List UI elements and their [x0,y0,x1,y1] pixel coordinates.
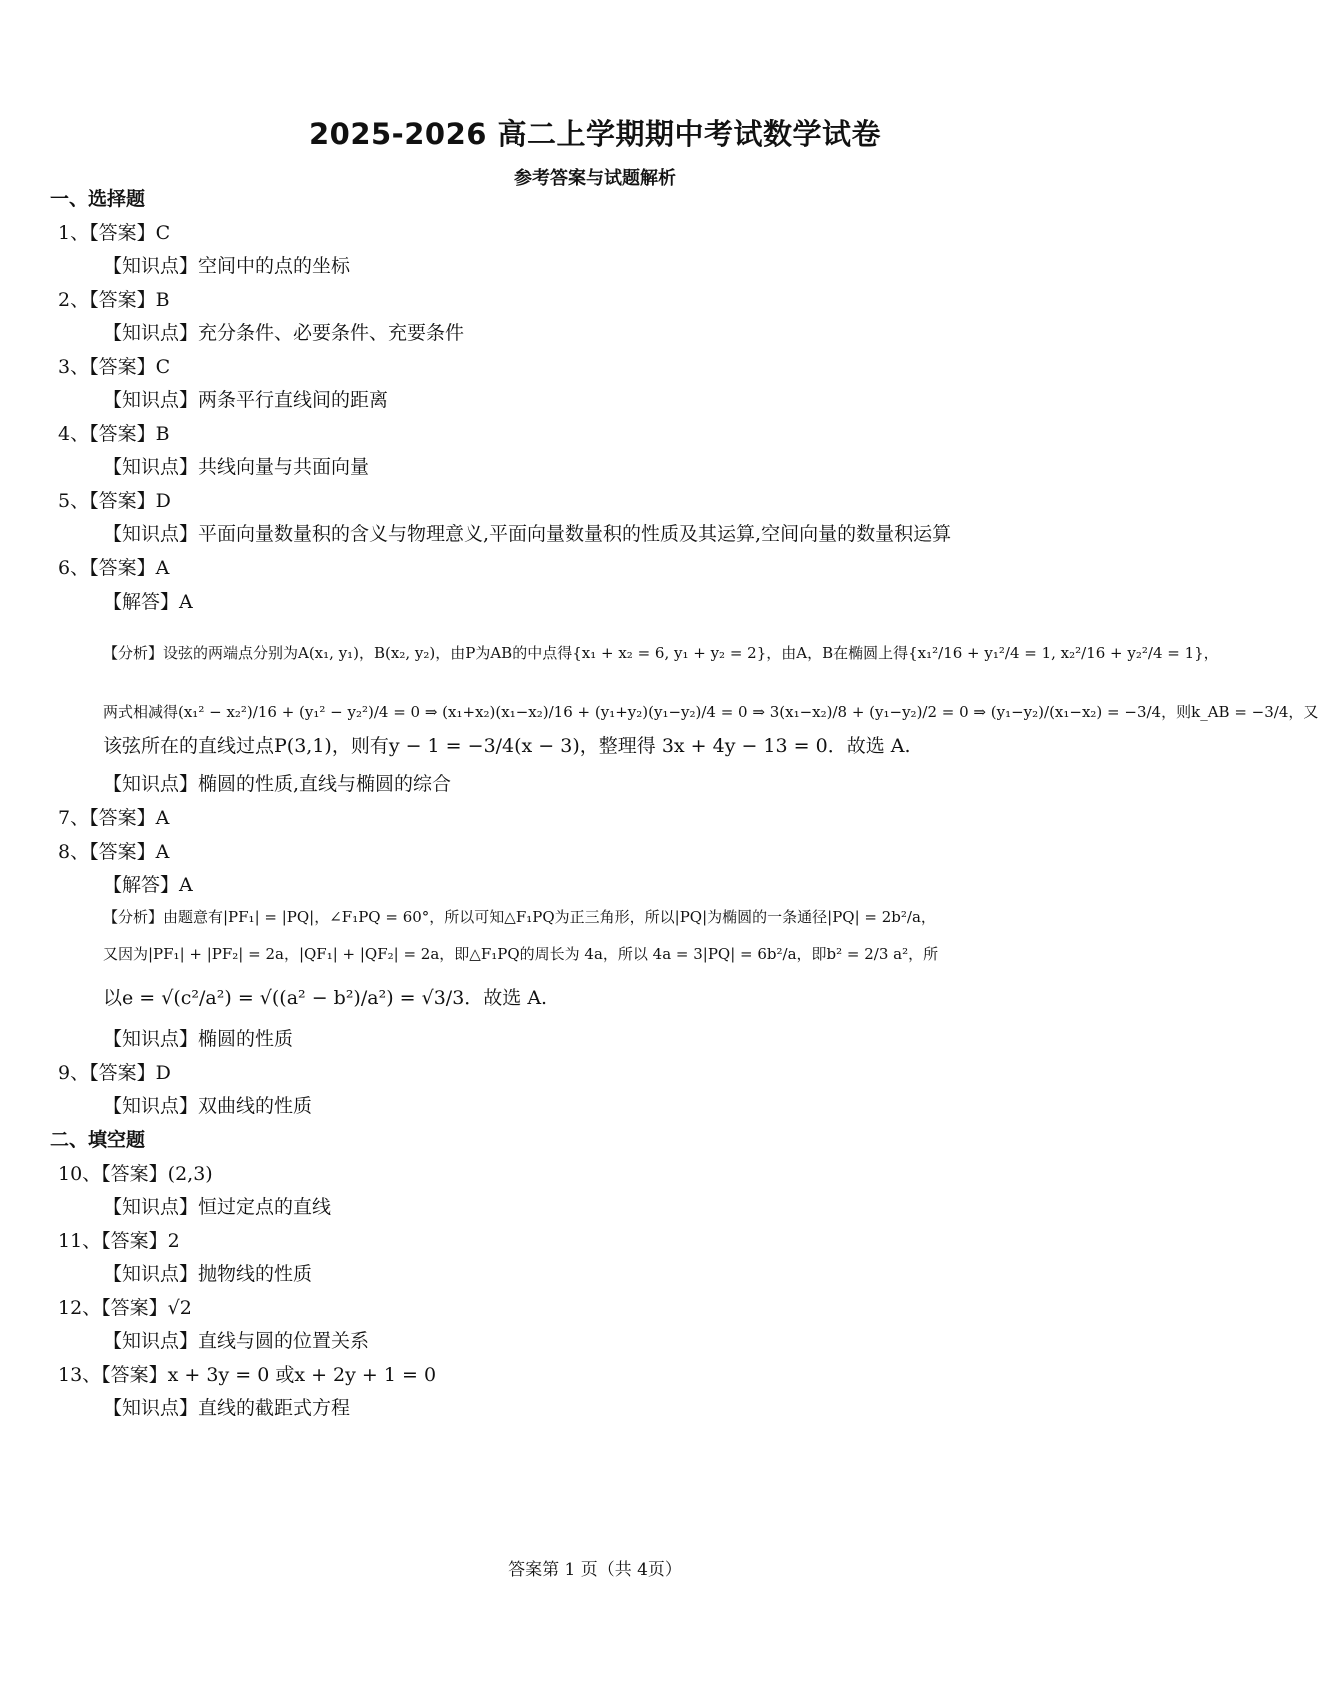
q2-knowledge: 【知识点】充分条件、必要条件、充要条件 [103,322,465,344]
q10-knowledge: 【知识点】恒过定点的直线 [103,1196,332,1218]
q6-solution: 【解答】A [103,591,193,613]
page-subtitle: 参考答案与试题解析 [514,168,676,189]
q5-knowledge: 【知识点】平面向量数量积的含义与物理意义,平面向量数量积的性质及其运算,空间向量的数量积运算 [103,523,952,545]
section-fill-heading: 二、填空题 [50,1129,146,1151]
q7-answer: 7、【答案】A [58,807,170,829]
q8-solution: 【解答】A [103,874,193,896]
q13-answer: 13、【答案】x + 3y = 0 或x + 2y + 1 = 0 [58,1364,437,1386]
q6-knowledge: 【知识点】椭圆的性质,直线与椭圆的综合 [103,773,452,795]
q12-answer: 12、【答案】√2 [58,1297,192,1319]
q3-knowledge: 【知识点】两条平行直线间的距离 [103,389,389,411]
q8-analysis-line2: 又因为|PF₁| + |PF₂| = 2a，|QF₁| + |QF₂| = 2a，即△F₁PQ的周长为 4a，所以 4a = 3|PQ| = 6b²/a，即b² = 2/3 a²，所 [103,945,939,963]
q9-knowledge: 【知识点】双曲线的性质 [103,1095,313,1117]
q10-answer: 10、【答案】(2,3) [58,1163,213,1185]
q4-answer: 4、【答案】B [58,423,170,445]
q11-knowledge: 【知识点】抛物线的性质 [103,1263,313,1285]
q6-analysis-line2: 两式相减得(x₁² − x₂²)/16 + (y₁² − y₂²)/4 = 0 ⇒ (x₁+x₂)(x₁−x₂)/16 + (y₁+y₂)(y₁−y₂)/4 = 0 ⇒ 3(x₁−x₂)/8 + (y₁−y₂)/2 = 0 ⇒ (y₁−y₂)/(x₁−x₂) = −3/4，则k_AB = −3/4，又 [103,703,1318,721]
q13-knowledge: 【知识点】直线的截距式方程 [103,1397,351,1419]
q11-answer: 11、【答案】2 [58,1230,180,1252]
q8-answer: 8、【答案】A [58,841,170,863]
section-choice-heading: 一、选择题 [50,188,146,210]
q4-knowledge: 【知识点】共线向量与共面向量 [103,456,370,478]
q9-answer: 9、【答案】D [58,1062,171,1084]
q8-knowledge: 【知识点】椭圆的性质 [103,1028,294,1050]
q1-answer: 1、【答案】C [58,222,171,244]
page-title: 2025-2026 高二上学期期中考试数学试卷 [308,117,882,151]
q8-analysis-line1: 【分析】由题意有|PF₁| = |PQ|，∠F₁PQ = 60°，所以可知△F₁PQ为正三角形，所以|PQ|为椭圆的一条通径|PQ| = 2b²/a， [103,908,936,926]
q5-answer: 5、【答案】D [58,490,171,512]
q6-analysis-line3: 该弦所在的直线过点P(3,1)，则有y − 1 = −3/4(x − 3)，整理得 3x + 4y − 13 = 0．故选 A. [103,735,911,757]
q6-analysis-line1: 【分析】设弦的两端点分别为A(x₁, y₁)，B(x₂, y₂)，由P为AB的中点得{x₁ + x₂ = 6, y₁ + y₂ = 2}，由A，B在椭圆上得{x₁²/16 + y₁²/4 = 1, x₂²/16 + y₂²/4 = 1}， [103,644,1219,662]
q12-knowledge: 【知识点】直线与圆的位置关系 [103,1330,370,1352]
q8-analysis-line3: 以e = √(c²/a²) = √((a² − b²)/a²) = √3/3．故选 A. [103,987,548,1009]
q3-answer: 3、【答案】C [58,356,171,378]
q1-knowledge: 【知识点】空间中的点的坐标 [103,255,351,277]
q2-answer: 2、【答案】B [58,289,170,311]
q6-answer: 6、【答案】A [58,557,170,579]
page-footer: 答案第 1 页（共 4页） [508,1560,682,1580]
